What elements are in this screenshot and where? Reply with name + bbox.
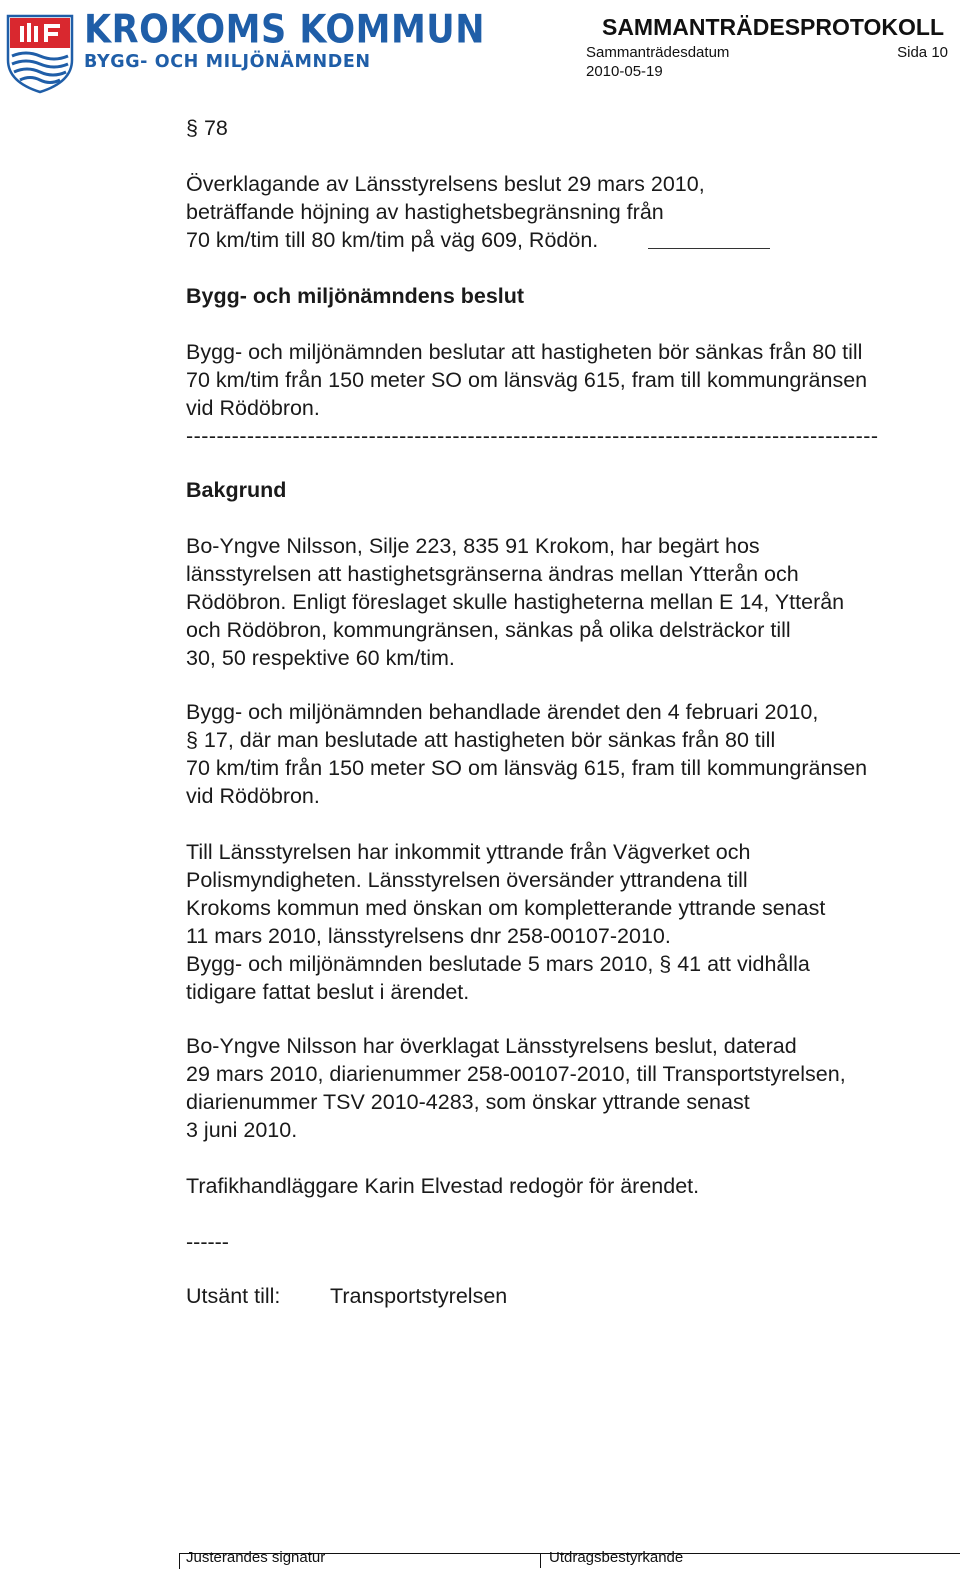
paragraph-line: Till Länsstyrelsen har inkommit yttrande från Vägverket och bbox=[186, 840, 751, 864]
subject-line: Överklagande av Länsstyrelsens beslut 29 mars 2010, bbox=[186, 172, 705, 196]
paragraph-line: Polismyndigheten. Länsstyrelsen översänder yttrandena till bbox=[186, 868, 748, 892]
paragraph-line: Bygg- och miljönämnden beslutade 5 mars 2010, § 41 att vidhålla bbox=[186, 952, 810, 976]
background-paragraph-2 bbox=[186, 698, 867, 810]
subject-line: 70 km/tim till 80 km/tim på väg 609, Rödön. bbox=[186, 228, 599, 252]
decision-text bbox=[186, 338, 867, 422]
paragraph-line: och Rödöbron, kommungränsen, sänkas på olika delsträckor till bbox=[186, 618, 791, 642]
subject-underline bbox=[648, 248, 770, 249]
paragraph-line: länsstyrelsen att hastighetsgränserna ändras mellan Ytterån och bbox=[186, 562, 799, 586]
meeting-date-label: Sammanträdesdatum bbox=[586, 44, 730, 61]
signature-field-label: Justerandes signatur bbox=[186, 1549, 326, 1566]
section-symbol: § bbox=[186, 116, 198, 140]
background-paragraph-5: Trafikhandläggare Karin Elvestad redogör för ärendet. bbox=[186, 1174, 700, 1198]
decision-separator: ------------------------------------------------------------------------------------------- bbox=[186, 424, 879, 448]
decision-heading: Bygg- och miljönämndens beslut bbox=[186, 284, 525, 308]
section-number bbox=[186, 114, 228, 142]
organization-subtitle: BYGG- OCH MILJÖNÄMNDEN bbox=[84, 52, 371, 72]
paragraph-line: vid Rödöbron. bbox=[186, 784, 320, 808]
sendto-recipient: Transportstyrelsen bbox=[330, 1284, 508, 1308]
paragraph-line: 3 juni 2010. bbox=[186, 1118, 298, 1142]
background-heading: Bakgrund bbox=[186, 478, 287, 502]
decision-line: 70 km/tim från 150 meter SO om länsväg 615, fram till kommungränsen bbox=[186, 368, 868, 392]
organization-name: KROKOMS KOMMUN bbox=[84, 8, 486, 53]
subject-line: beträffande höjning av hastighetsbegränsning från bbox=[186, 200, 664, 224]
section-subject bbox=[186, 170, 705, 254]
paragraph-line: § 17, där man beslutade att hastigheten bör sänkas från 80 till bbox=[186, 728, 776, 752]
meeting-date-value: 2010-05-19 bbox=[586, 63, 663, 80]
krokom-coat-of-arms-icon bbox=[4, 12, 76, 94]
decision-line: vid Rödöbron. bbox=[186, 396, 320, 420]
paragraph-line: 11 mars 2010, länsstyrelsens dnr 258-00107-2010. bbox=[186, 924, 671, 948]
closing-separator: ------ bbox=[186, 1230, 229, 1254]
paragraph-line: 70 km/tim från 150 meter SO om länsväg 615, fram till kommungränsen bbox=[186, 756, 868, 780]
section-number-value: 78 bbox=[203, 116, 228, 140]
document-title: SAMMANTRÄDESPROTOKOLL bbox=[601, 14, 944, 40]
paragraph-line: diarienummer TSV 2010-4283, som önskar yttrande senast bbox=[186, 1090, 750, 1114]
page-number: Sida 10 bbox=[897, 44, 948, 61]
paragraph-line: 29 mars 2010, diarienummer 258-00107-2010, till Transportstyrelsen, bbox=[186, 1062, 846, 1086]
decision-line: Bygg- och miljönämnden beslutar att hastigheten bör sänkas från 80 till bbox=[186, 340, 863, 364]
background-paragraph-4 bbox=[186, 1032, 846, 1144]
footer-divider bbox=[540, 1553, 541, 1568]
paragraph-line: Krokoms kommun med önskan om kompletterande yttrande senast bbox=[186, 896, 826, 920]
paragraph-line: tidigare fattat beslut i ärendet. bbox=[186, 980, 470, 1004]
paragraph-line: 30, 50 respektive 60 km/tim. bbox=[186, 646, 455, 670]
extract-certification-label: Utdragsbestyrkande bbox=[549, 1549, 684, 1566]
background-paragraph-3 bbox=[186, 838, 825, 1006]
paragraph-line: Bygg- och miljönämnden behandlade ärendet den 4 februari 2010, bbox=[186, 700, 819, 724]
paragraph-line: Bo-Yngve Nilsson, Silje 223, 835 91 Krokom, har begärt hos bbox=[186, 534, 760, 558]
paragraph-line: Bo-Yngve Nilsson har överklagat Länsstyrelsens beslut, daterad bbox=[186, 1034, 797, 1058]
paragraph-line: Rödöbron. Enligt föreslaget skulle hastigheterna mellan E 14, Ytterån bbox=[186, 590, 845, 614]
background-paragraph-1 bbox=[186, 532, 844, 672]
sendto-label: Utsänt till: bbox=[186, 1284, 281, 1308]
